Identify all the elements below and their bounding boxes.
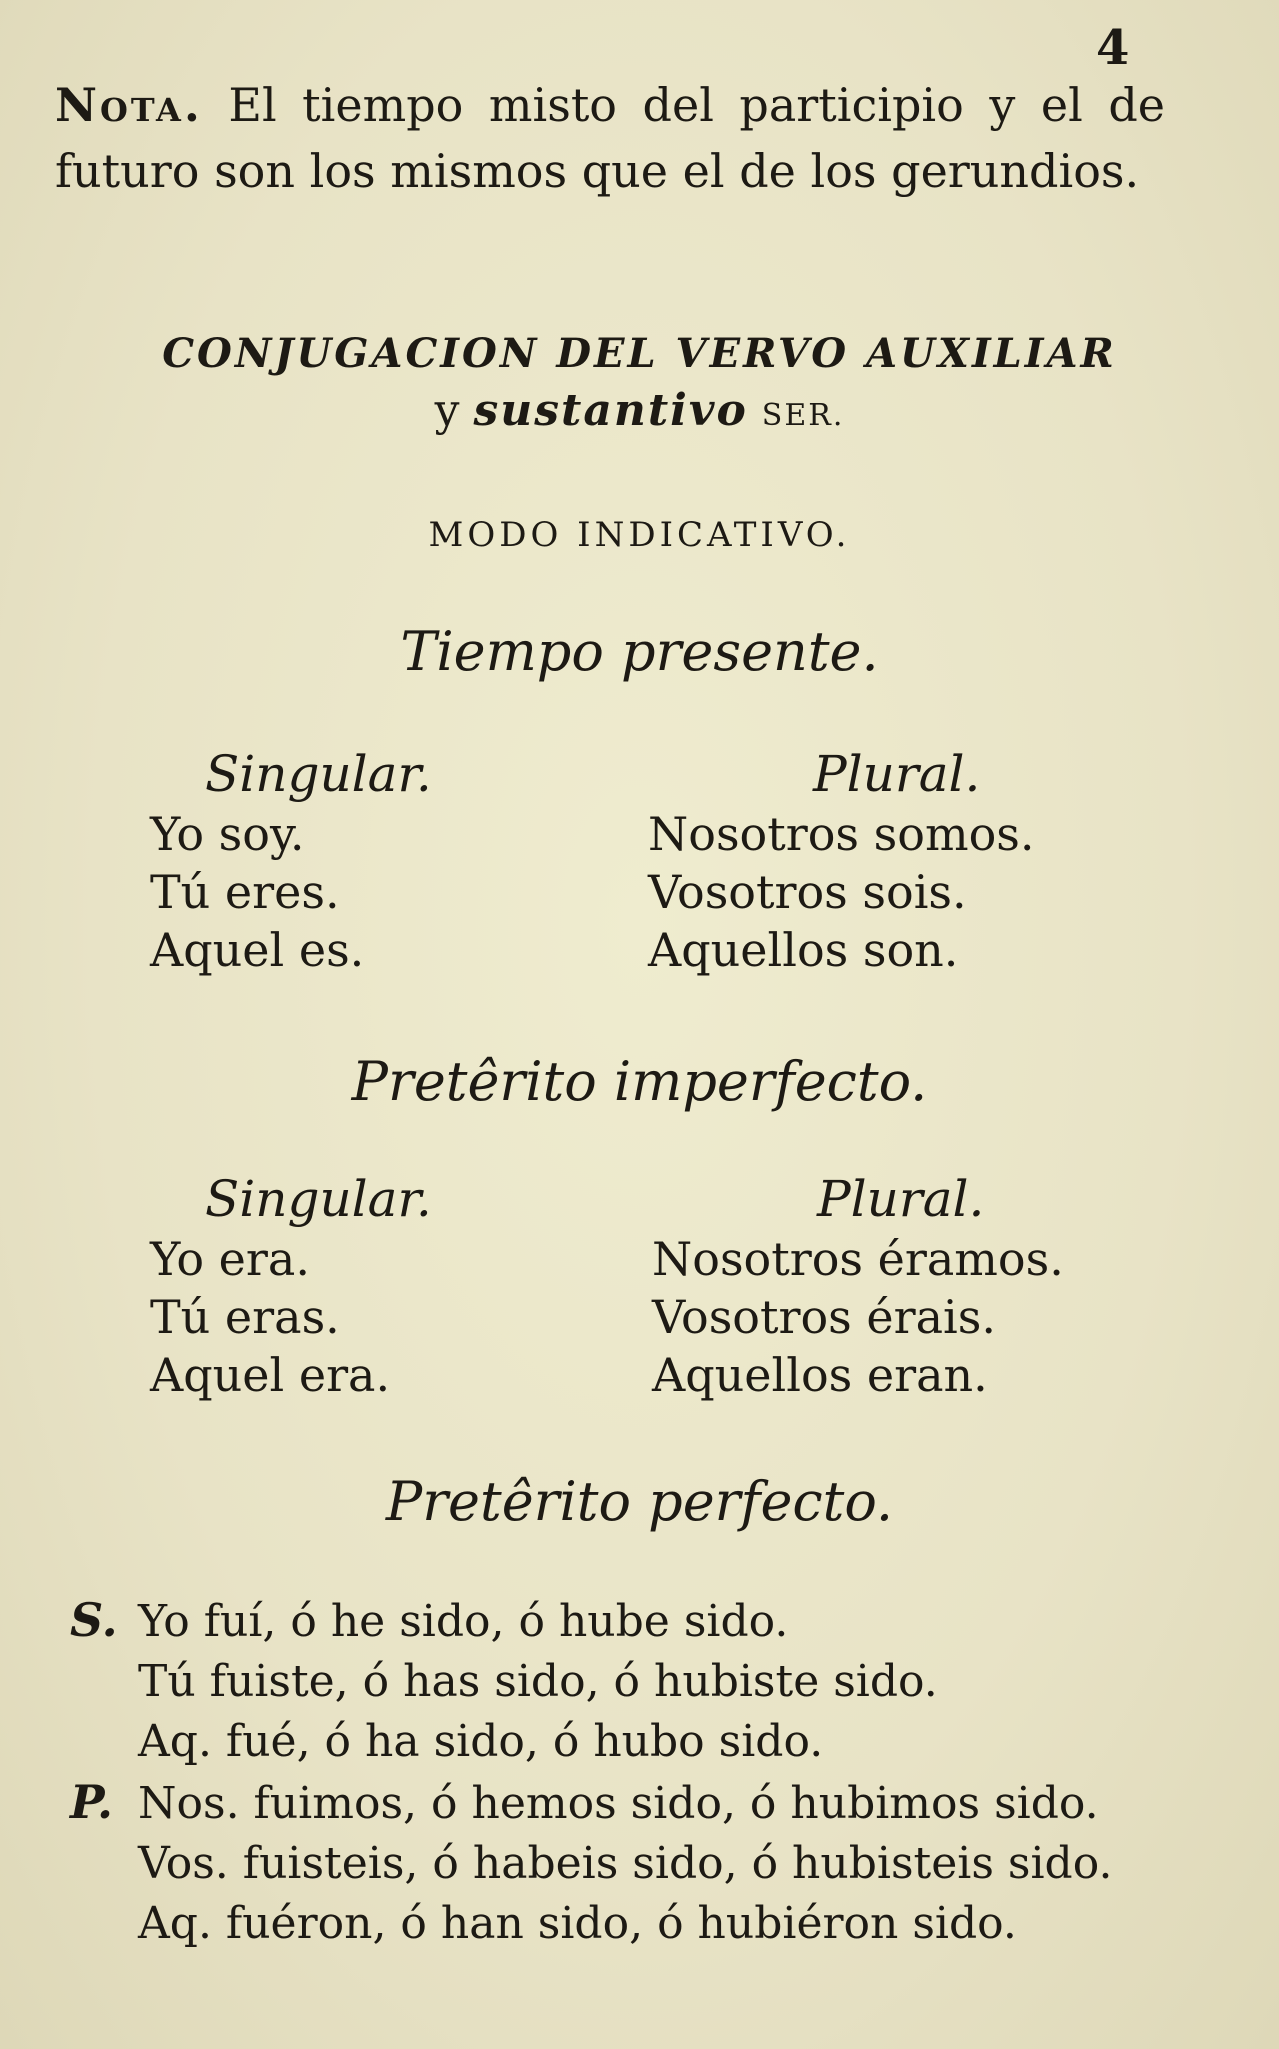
perfecto-plural-text: Nos. fuimos, ó hemos sido, ó hubimos sido. bbox=[138, 1778, 1099, 1829]
perfecto-line bbox=[70, 1712, 1200, 1772]
nota-text: El tiempo misto del participio y el de futuro son los mismos que el de los gerundios. bbox=[55, 78, 1165, 198]
tense-title-perfecto: Pretêrito perfecto. bbox=[385, 1470, 894, 1533]
perfecto-line bbox=[70, 1894, 1200, 1954]
imperfecto-singular-column bbox=[150, 1170, 432, 1404]
imperfecto-plural-line: Vosotros érais. bbox=[652, 1290, 996, 1344]
perfecto-plural-text: Vos. fuisteis, ó habeis sido, ó hubisteis sido. bbox=[138, 1838, 1113, 1889]
presente-plural-header: Plural. bbox=[813, 745, 981, 803]
imperfecto-plural-line: Aquellos eran. bbox=[652, 1348, 988, 1402]
imperfecto-plural-column bbox=[652, 1170, 1064, 1404]
perfecto-line bbox=[70, 1772, 1200, 1834]
page-number: 4 bbox=[1096, 20, 1130, 76]
perfecto-line bbox=[70, 1652, 1200, 1712]
imperfecto-singular-header: Singular. bbox=[205, 1170, 432, 1228]
conjugation-title: CONJUGACION DEL VERVO AUXILIAR bbox=[162, 330, 1117, 377]
plural-marker: P. bbox=[70, 1775, 113, 1829]
presente-plural-column bbox=[648, 745, 1035, 979]
perfecto-line bbox=[70, 1834, 1200, 1894]
subtitle-word: SER. bbox=[761, 398, 845, 433]
presente-singular-column bbox=[150, 745, 432, 979]
imperfecto-singular-line: Tú eras. bbox=[150, 1290, 340, 1344]
presente-singular-line: Yo soy. bbox=[150, 807, 305, 861]
nota-label: Nota. bbox=[55, 78, 203, 132]
subtitle-prefix: y bbox=[434, 385, 460, 436]
presente-plural-line: Vosotros sois. bbox=[648, 865, 967, 919]
nota-paragraph bbox=[55, 72, 1165, 204]
subtitle-italic: sustantivo bbox=[473, 385, 748, 436]
imperfecto-singular-line: Yo era. bbox=[150, 1232, 310, 1286]
tense-title-imperfecto: Pretêrito imperfecto. bbox=[351, 1050, 928, 1113]
presente-singular-line: Tú eres. bbox=[150, 865, 340, 919]
imperfecto-plural-line: Nosotros éramos. bbox=[652, 1232, 1064, 1286]
presente-plural-line: Nosotros somos. bbox=[648, 807, 1035, 861]
perfecto-block bbox=[70, 1590, 1200, 1954]
perfecto-plural-text: Aq. fuéron, ó han sido, ó hubiéron sido. bbox=[138, 1898, 1017, 1949]
perfecto-singular-text: Aq. fué, ó ha sido, ó hubo sido. bbox=[138, 1716, 824, 1767]
presente-plural-line: Aquellos son. bbox=[648, 923, 959, 977]
tense-title-presente: Tiempo presente. bbox=[400, 620, 879, 683]
singular-marker: S. bbox=[70, 1593, 118, 1647]
perfecto-singular-text: Tú fuiste, ó has sido, ó hubiste sido. bbox=[138, 1656, 938, 1707]
presente-singular-header: Singular. bbox=[205, 745, 432, 803]
conjugation-subtitle bbox=[0, 385, 1279, 436]
presente-singular-line: Aquel es. bbox=[150, 923, 365, 977]
perfecto-line bbox=[70, 1590, 1200, 1652]
imperfecto-singular-line: Aquel era. bbox=[150, 1348, 391, 1402]
mood-heading: MODO INDICATIVO. bbox=[428, 515, 851, 555]
imperfecto-plural-header: Plural. bbox=[817, 1170, 985, 1228]
perfecto-singular-text: Yo fuí, ó he sido, ó hube sido. bbox=[138, 1596, 789, 1647]
